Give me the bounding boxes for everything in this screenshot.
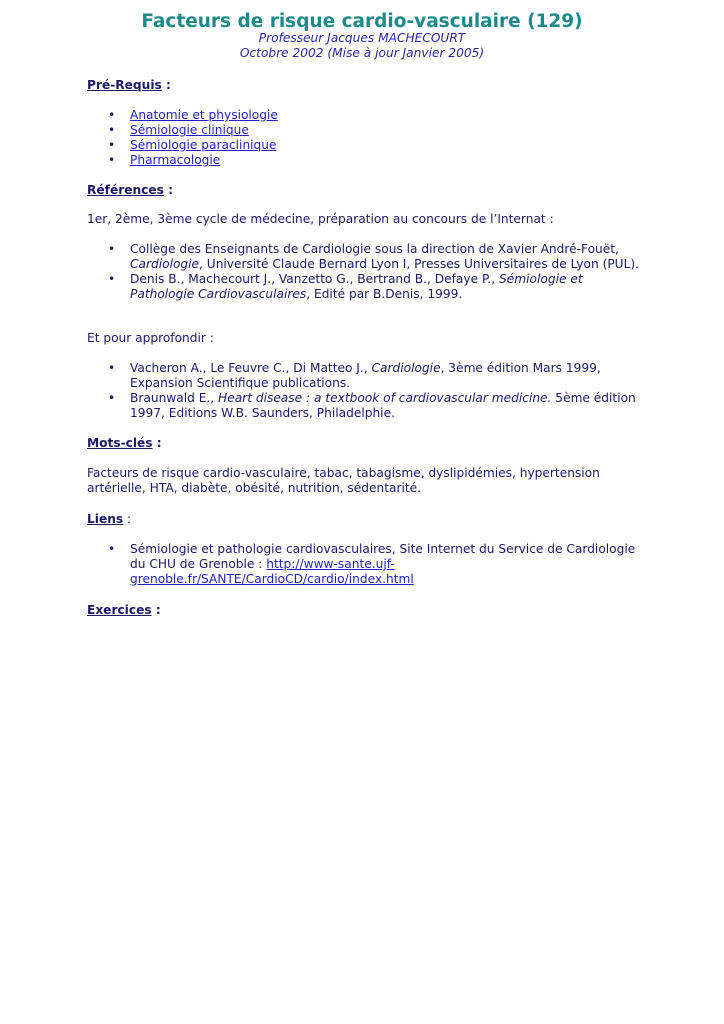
prerequis-link-pharmacologie[interactable]: Pharmacologie [130, 153, 221, 167]
reference-details: , Université Claude Bernard Lyon I, Presses Universitaires de Lyon (PUL). [199, 257, 640, 271]
prerequis-link-semiologie-paraclinique[interactable]: Sémiologie paraclinique [130, 138, 277, 152]
references-heading-label: Références [87, 183, 164, 197]
cardiocd-link[interactable]: http://www-sante.ujf-grenoble.fr/SANTE/CardioCD/cardio/index.html [130, 557, 414, 586]
motscles-heading-label: Mots-clés [87, 436, 153, 450]
document-author: Professeur Jacques MACHECOURT [258, 31, 466, 45]
reference-details: , Edité par B.Denis, 1999. [306, 287, 463, 301]
references-intro: 1er, 2ème, 3ème cycle de médecine, préparation au concours de l’Internat : [87, 212, 554, 226]
document-title: Facteurs de risque cardio-vasculaire (129) [141, 11, 583, 32]
reference-details: , 3ème édition Mars 1999, Expansion Scientifique publications. [130, 361, 601, 390]
motscles-text: Facteurs de risque cardio-vasculaire, tabac, tabagisme, dyslipidémies, hypertension artérielle, HTA, diabète, obésité, nutrition, sédentarité. [87, 466, 600, 495]
liens-item-text: Sémiologie et pathologie cardiovasculaires, Site Internet du Service de Cardiologie du CHU de Grenoble : [130, 542, 636, 571]
list-item [87, 542, 647, 587]
reference-authors: Denis B., Machecourt J., Vanzetto G., Bertrand B., Defaye P., [130, 272, 500, 286]
reference-title: Cardiologie [130, 257, 200, 271]
reference-authors: Collège des Enseignants de Cardiologie sous la direction de Xavier André-Fouët, [130, 242, 619, 256]
list-item [87, 391, 647, 421]
list-item [87, 108, 647, 123]
prerequis-heading [87, 78, 171, 93]
list-item [87, 123, 647, 138]
motscles-heading [87, 436, 162, 451]
references-list [87, 242, 647, 302]
list-item [87, 138, 647, 153]
references-heading [87, 183, 173, 198]
references-heading-colon: : [163, 183, 174, 197]
references-list-2 [87, 361, 647, 421]
list-item [87, 153, 647, 168]
list-item [87, 272, 647, 302]
reference-details: 5ème édition 1997, Editions W.B. Saunders, Philadelphie. [130, 391, 636, 420]
prerequis-list [87, 108, 647, 168]
liens-heading-label: Liens [87, 512, 124, 526]
exercices-heading [87, 603, 161, 618]
prerequis-heading-label: Pré-Requis [87, 78, 162, 92]
prerequis-link-semiologie-clinique[interactable]: Sémiologie clinique [130, 123, 249, 137]
reference-title: Heart disease : a textbook of cardiovascular medicine. [218, 391, 552, 405]
exercices-heading-colon: : [151, 603, 161, 617]
list-item [87, 242, 647, 272]
reference-title: Sémiologie et Pathologie Cardiovasculaires [130, 272, 583, 301]
liens-heading-colon: : [123, 512, 132, 526]
prerequis-heading-colon: : [161, 78, 171, 92]
reference-authors: Braunwald E., [130, 391, 219, 405]
exercices-heading-label: Exercices [87, 603, 152, 617]
liens-list [87, 542, 647, 587]
reference-authors: Vacheron A., Le Feuvre C., Di Matteo J., [130, 361, 372, 375]
liens-heading [87, 512, 131, 527]
motscles-heading-colon: : [152, 436, 162, 450]
references-approfondir: Et pour approfondir : [87, 331, 214, 345]
document-date: Octobre 2002 (Mise à jour Janvier 2005) [239, 46, 485, 60]
list-item [87, 361, 647, 391]
reference-title: Cardiologie [371, 361, 441, 375]
prerequis-link-anatomie[interactable]: Anatomie et physiologie [130, 108, 278, 122]
